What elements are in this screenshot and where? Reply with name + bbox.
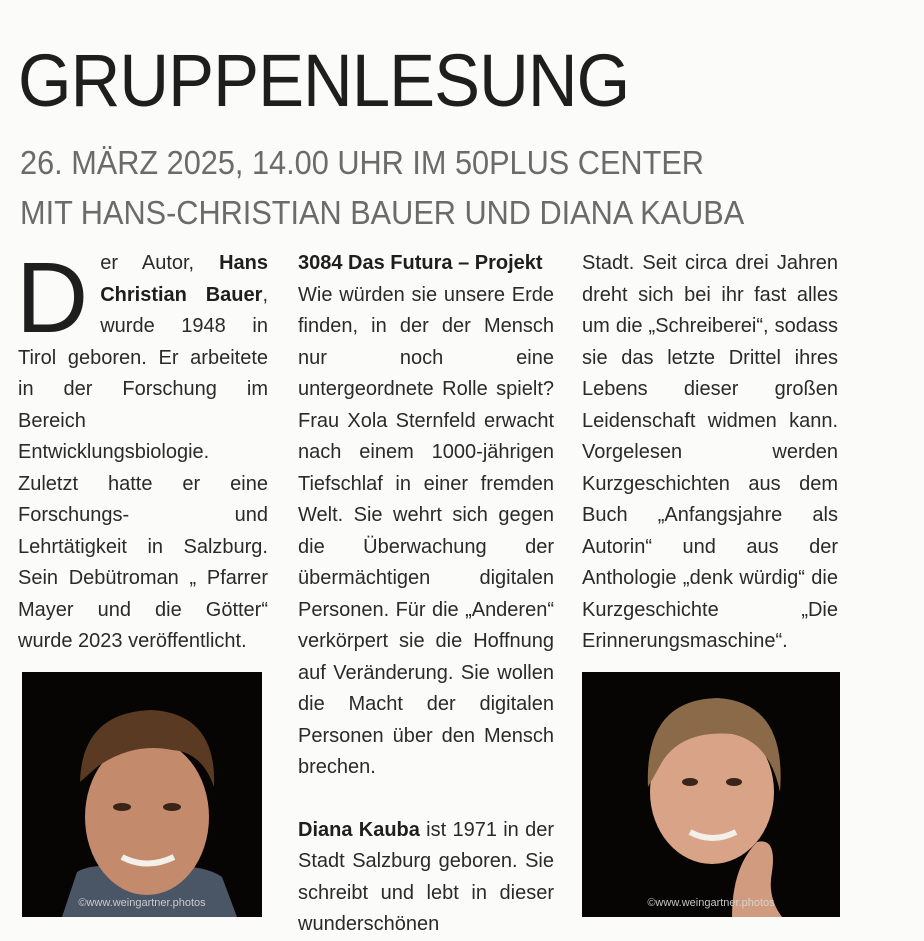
photo-credit-1: ©www.weingartner.photos — [78, 897, 206, 909]
author-name-kauba: Diana Kauba — [298, 818, 420, 841]
column-3 — [582, 248, 838, 658]
column-2 — [298, 248, 554, 941]
portrait-photo-bauer — [22, 672, 262, 917]
author-bio-paragraph: Der Autor, Hans Christian Bauer, wurde 1948 in Tirol geboren. Er arbeitete in der Forschung im Bereich Entwicklungsbiologie. Zuletzt hatte er eine Forschungs- und Lehrtätigkeit in Salzburg. Sein Debütroman „ Pfarrer Mayer und die Götter“ wurde 2023 veröffentlicht. — [16, 242, 268, 652]
portrait-illustration-woman — [582, 672, 840, 917]
author-bio-kauba-cont: Stadt. Seit circa drei Jahren dreht sich bei ihr fast alles um die „Schreiberei“, sodass sie das letzte Drittel ihres Lebens dieser großen Leidenschaft widmen kann. Vorgelesen werden Kurzgeschichten aus dem Buch „Anfangsjahre als Autorin“ und aus der Anthologie „denk würdig“ die Kurzgeschichte „Die Erinnerungsmaschine“. — [582, 252, 838, 652]
author-bio-kauba: Diana Kauba ist 1971 in der Stadt Salzburg geboren. Sie schreibt und lebt in dieser wunderschönen — [298, 818, 554, 935]
event-date-line: 26. MÄRZ 2025, 14.00 UHR IM 50PLUS CENTER — [20, 144, 704, 181]
article-title: GRUPPENLESUNG — [18, 39, 630, 122]
column-1 — [16, 242, 268, 658]
author-name-bauer: Hans Christian Bauer — [100, 252, 268, 306]
photo-credit-2: ©www.weingartner.photos — [647, 897, 775, 909]
book-heading: 3084 Das Futura – Projekt — [298, 252, 543, 274]
event-authors-line: MIT HANS-CHRISTIAN BAUER UND DIANA KAUBA — [20, 194, 745, 231]
book-paragraph: 3084 Das Futura – Projekt Wie würden sie unsere Erde finden, in der der Mensch nur noch eine untergeordnete Rolle spielt? Frau Xola Sternfeld erwacht nach einem 1000-jährigen Tiefschlaf in einer fremden Welt. Sie wehrt sich gegen die Überwachung der übermächtigen digitalen Personen. Für die „Anderen“ verkörpert sie die Hoffnung auf Veränderung. Sie wollen die Macht der digitalen Personen über den Mensch brechen. — [298, 252, 554, 778]
portrait-photo-kauba — [582, 672, 840, 917]
drop-cap: D — [16, 242, 89, 354]
portrait-illustration-man — [22, 672, 262, 917]
